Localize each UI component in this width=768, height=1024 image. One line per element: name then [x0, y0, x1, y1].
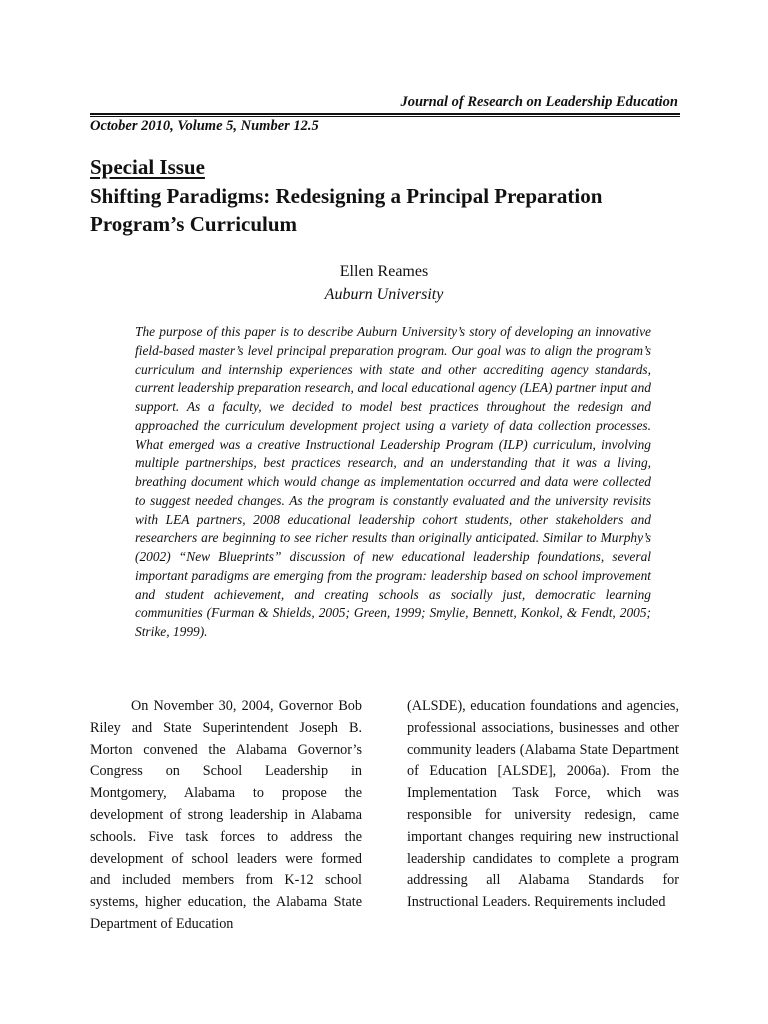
author-name: Ellen Reames [339, 263, 429, 280]
abstract: The purpose of this paper is to describe Auburn University’s story of developing an innovative field-based master’s level principal preparation program. Our goal was to align the program’s curriculum and internship experiences with state and other accrediting agency standards, current leadership preparation research, and local educational agency (LEA) partner input and support. As a faculty, we decided to model best practices throughout the redesign and approached the curriculum development project using a variety of data collection processes. What emerged was a creative Instructional Leadership Program (ILP) curriculum, involving multiple partnerships, best practices research, and an understanding that it was a living, breathing document which would change as implementation occurred and data were collected to suggest needed changes. As the program is constantly evaluated and the university revisits with LEA partners, 2008 educational leadership cohort students, other stakeholders and researchers are beginning to see richer results than originally anticipated. Similar to Murphy’s (2002) “New Blueprints” discussion of new educational leadership foundations, several important paradigms are emerging from the program: leadership based on school improvement and student achievement, and creating schools as socially just, democratic learning communities (Furman & Shields, 2005; Green, 1999; Smylie, Bennett, Konkol, & Fendt, 2005; Strike, 1999). [135, 324, 651, 639]
body-left-column: On November 30, 2004, Governor Bob Riley and State Superintendent Joseph B. Morton convened the Alabama Governor’s Congress on School Leadership in Montgomery, Alabama to propose the development of strong leadership in Alabama schools. Five task forces to address the development of school leaders were formed and included members from K-12 school systems, higher education, the Alabama State Department of Education [90, 698, 362, 932]
journal-name: Journal of Research on Leadership Education [400, 94, 678, 110]
special-issue-label: Special Issue [90, 155, 205, 179]
header-rule-thick [90, 113, 680, 115]
author-affiliation: Auburn University [324, 286, 444, 303]
body-right-column: (ALSDE), education foundations and agencies, professional associations, businesses and other community leaders (Alabama State Department of Education [ALSDE], 2006a). From the Implementation Task Force, which was responsible for university redesign, came important changes requiring new instructional leadership candidates to complete a program addressing all Alabama Standards for Instructional Leaders. Requirements included [407, 698, 679, 911]
issue-info: October 2010, Volume 5, Number 12.5 [90, 118, 319, 134]
article-title: Shifting Paradigms: Redesigning a Principal Preparation Program’s Curriculum [90, 184, 603, 236]
